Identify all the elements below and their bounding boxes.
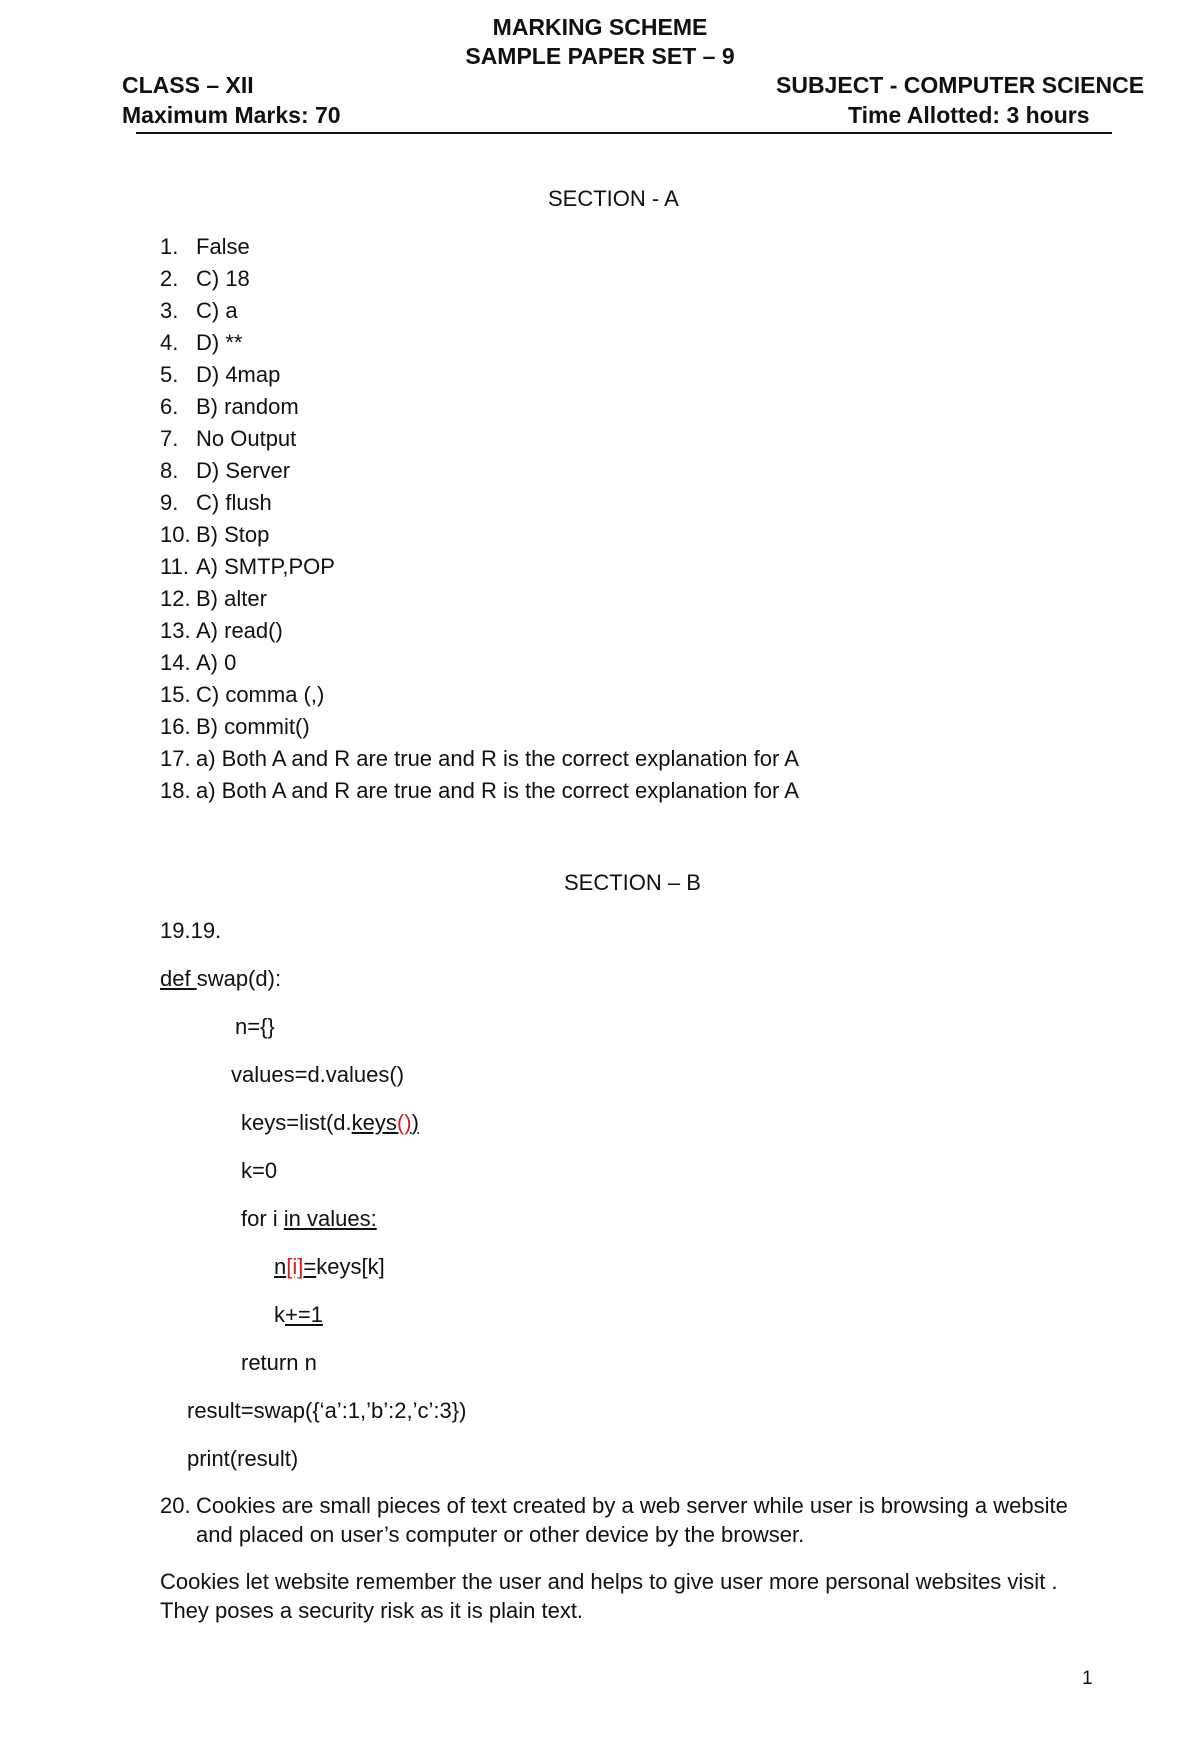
answer-item	[160, 295, 799, 327]
answer-text: C) a	[196, 298, 238, 323]
section-a-heading: SECTION - A	[548, 186, 679, 211]
answer-item	[160, 743, 799, 775]
answer-text: B) alter	[196, 586, 267, 611]
answer-item	[160, 391, 799, 423]
answer-text: D) **	[196, 330, 243, 355]
answer-text: A) read()	[196, 618, 283, 643]
answer-number: 13.	[160, 618, 191, 643]
code-line-return: return n	[241, 1350, 317, 1375]
keys-call: keys())	[351, 1110, 419, 1135]
answer-item	[160, 327, 799, 359]
header-rule	[136, 132, 1112, 134]
for-iterable: in values:	[283, 1206, 377, 1231]
answer-item	[160, 647, 799, 679]
answer-item	[160, 711, 799, 743]
answer-number: 16.	[160, 714, 191, 739]
answer-item	[160, 359, 799, 391]
answer-text: False	[196, 234, 250, 259]
document-title: MARKING SCHEME	[492, 14, 708, 40]
answer-number: 4.	[160, 330, 179, 355]
class-label: CLASS – XII	[122, 72, 254, 98]
answer-text: C) comma (,)	[196, 682, 325, 707]
answer-text: B) commit()	[196, 714, 310, 739]
answer-item	[160, 487, 799, 519]
answer-number: 10.	[160, 522, 191, 547]
subject-label: SUBJECT - COMPUTER SCIENCE	[776, 72, 1145, 98]
code-line-def	[160, 966, 281, 992]
answer-number: 1.	[160, 234, 179, 259]
answer-number: 9.	[160, 490, 179, 515]
answer-number: 8.	[160, 458, 179, 483]
answer-number: 15.	[160, 682, 191, 707]
answer-item	[160, 775, 799, 807]
code-line-values: values=d.values()	[231, 1062, 405, 1087]
answer-number: 7.	[160, 426, 179, 451]
answer-text: A) SMTP,POP	[196, 554, 335, 579]
time-allotted: Time Allotted: 3 hours	[848, 102, 1090, 128]
def-signature: swap(d):	[196, 966, 282, 991]
max-marks: Maximum Marks: 70	[122, 102, 341, 128]
answer-item	[160, 615, 799, 647]
answer-text: A) 0	[196, 650, 237, 675]
question-20-followup: Cookies let website remember the user and helps to give user more personal websites visit . They poses a security risk as it is plain text.	[160, 1569, 1058, 1623]
answer-text: B) random	[196, 394, 299, 419]
answer-number: 6.	[160, 394, 179, 419]
answer-text: B) Stop	[196, 522, 270, 547]
answer-item	[160, 263, 799, 295]
k-increment: +=1	[285, 1302, 323, 1327]
answer-item	[160, 455, 799, 487]
answer-text: D) 4map	[196, 362, 281, 387]
code-line-keys	[241, 1110, 419, 1136]
answer-text: D) Server	[196, 458, 291, 483]
assign-value: keys[k]	[316, 1254, 385, 1279]
answer-number: 5.	[160, 362, 179, 387]
page-number: 1	[1082, 1668, 1093, 1689]
code-line-assign	[274, 1254, 385, 1280]
answer-number: 2.	[160, 266, 179, 291]
question-19-label: 19.19.	[160, 918, 222, 943]
document-subtitle: SAMPLE PAPER SET – 9	[465, 43, 735, 69]
answer-number: 17.	[160, 746, 191, 771]
answer-number: 14.	[160, 650, 191, 675]
answer-item	[160, 423, 799, 455]
answer-list	[160, 231, 799, 807]
question-20-text: Cookies are small pieces of text created by a web server while user is browsing a website and placed on user’s computer or other device by the browser.	[196, 1493, 1068, 1547]
k-var: k	[274, 1302, 285, 1327]
answer-text: No Output	[196, 426, 297, 451]
answer-item	[160, 519, 799, 551]
answer-text: C) flush	[196, 490, 272, 515]
code-line-print: print(result)	[187, 1446, 299, 1471]
question-20-answer	[160, 1491, 1080, 1549]
code-line-k-init: k=0	[241, 1158, 278, 1183]
answer-text: a) Both A and R are true and R is the correct explanation for A	[196, 746, 799, 771]
answer-number: 3.	[160, 298, 179, 323]
assign-target: n[i]=	[274, 1254, 317, 1279]
question-20-number: 20.	[160, 1493, 191, 1518]
code-line-n-init: n={}	[235, 1014, 275, 1039]
code-line-k-inc	[274, 1302, 323, 1328]
answer-item	[160, 231, 799, 263]
code-line-result: result=swap({‘a’:1,’b’:2,’c’:3})	[187, 1398, 467, 1423]
answer-item	[160, 551, 799, 583]
answer-text: a) Both A and R are true and R is the correct explanation for A	[196, 778, 799, 803]
for-prefix: for i	[241, 1206, 284, 1231]
answer-text: C) 18	[196, 266, 250, 291]
answer-number: 11.	[160, 554, 189, 579]
section-b-heading: SECTION – B	[564, 870, 701, 895]
answer-item	[160, 679, 799, 711]
answer-number: 12.	[160, 586, 191, 611]
code-line-for	[241, 1206, 377, 1232]
answer-item	[160, 583, 799, 615]
def-keyword: def	[160, 966, 197, 991]
answer-number: 18.	[160, 778, 191, 803]
keys-prefix: keys=list(d.	[241, 1110, 352, 1135]
